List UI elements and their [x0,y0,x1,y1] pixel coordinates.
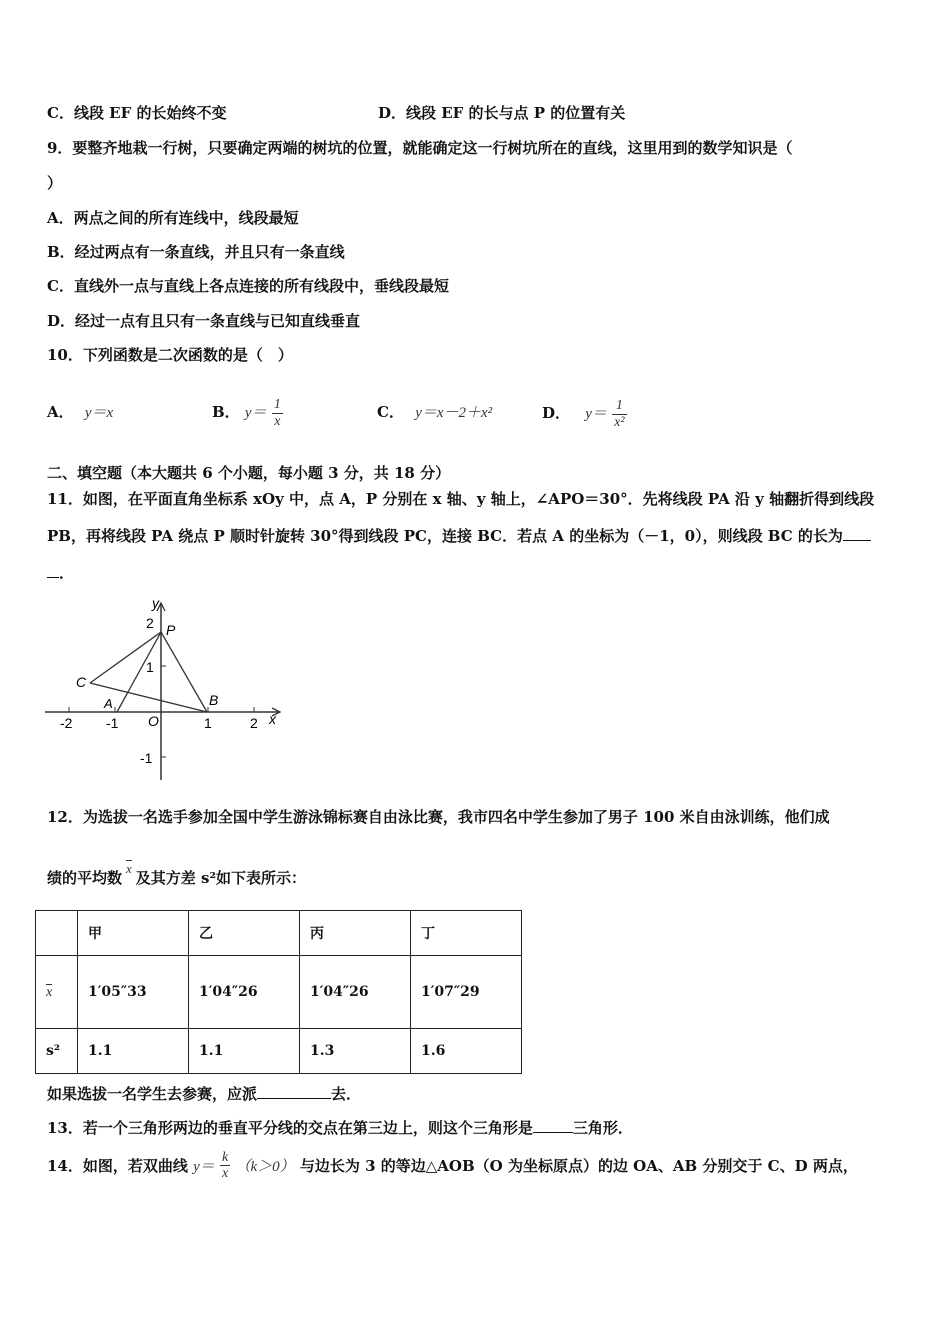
q14-text-a: 14．如图，若双曲线 [47,1157,188,1176]
q10-fraction-d-num: 1 [612,398,626,414]
q12-after [47,1083,361,1104]
table-header-bing: 丙 [300,911,411,956]
q10-label-c: C． [377,403,404,421]
q11-line2-text: PB，再将线段 PA 绕点 P 顺时针旋转 30°得到线段 PC，连接 BC．若点 A 的坐标为（－1，0），则线段 BC 的长为 [47,527,843,545]
table-header-ding: 丁 [411,911,522,956]
q11-line1: 11．如图，在平面直角坐标系 xOy 中，点 A，P 分别在 x 轴、y 轴上，∠APO＝30°．先将线段 PA 沿 y 轴翻折得到线段 [47,490,875,508]
table-header-jia: 甲 [78,911,189,956]
q10-option-a [47,401,113,422]
table-mean-jia: 1′05″33 [78,956,189,1029]
tick-label-x-1: 1 [204,715,212,731]
q10-fraction-d [612,398,626,430]
q10-expr-d-lhs: y＝ [585,406,607,422]
q13-line [47,1117,633,1138]
q10-fraction-d-den: x² [614,414,625,430]
table-header-empty [36,911,78,956]
table-var-yi: 1.1 [189,1029,300,1074]
q13-text-a: 13．若一个三角形两边的垂直平分线的交点在第三边上，则这个三角形是 [47,1119,533,1137]
q9-option-d: D．经过一点有且只有一条直线与已知直线垂直 [47,312,361,330]
q11-answer-blank-cont [47,563,59,578]
table-header-yi: 乙 [189,911,300,956]
q12-after-a: 如果选拔一名学生去参赛，应派 [47,1085,258,1103]
q12-line2-b: 及其方差 s²如下表所示： [135,869,307,887]
label-p: P [166,622,176,638]
segment-pa [117,632,161,712]
q10-fraction-b [272,397,283,429]
q9-option-c: C．直线外一点与直线上各点连接的所有线段中，垂线段最短 [47,277,449,295]
q14-expr-lhs: y＝ [193,1159,215,1176]
segment-pb [161,632,207,712]
q14-condition: （k＞0） [235,1159,295,1176]
q10-option-b [212,383,283,429]
q14-fraction-num: k [222,1150,229,1165]
q13-text-b: 三角形． [572,1119,633,1137]
table-header-row [36,911,522,956]
label-b: B [209,692,219,708]
table-row-variance [36,1029,522,1074]
table-mean-yi: 1′04″26 [189,956,300,1029]
q11-answer-blank [843,526,871,541]
q12-line2-a: 绩的平均数 [47,869,123,887]
q11-coordinate-figure [40,595,290,785]
q8-option-c: C．线段 EF 的长始终不变 [47,104,227,122]
q12-mean-symbol: x [126,861,132,876]
q11-line2 [47,525,871,546]
q10-option-c [377,401,492,422]
q10-expr-c: y＝x－2＋x² [415,405,493,421]
tick-label-y-1: 1 [146,659,154,675]
q12-line2 [47,861,307,888]
q14-text-b: 与边长为 3 的等边△AOB（O 为坐标原点）的边 OA、AB 分别交于 C、D 两点， [299,1157,858,1176]
q14-fraction-den: x [222,1166,229,1182]
q13-answer-blank [533,1118,573,1133]
table-var-bing: 1.3 [300,1029,411,1074]
q10-label-d: D． [542,404,571,422]
table-variance-label: s² [36,1029,78,1074]
q10-label-b: B． [212,403,240,421]
tick-label-x-2: 2 [250,715,258,731]
label-x-axis: x [269,711,276,727]
q14-line [47,1150,858,1182]
q10-fraction-b-den: x [274,413,281,429]
tick-label-x-neg1: -1 [106,715,119,731]
tick-label-x-neg2: -2 [60,715,73,731]
q8-option-d: D．线段 EF 的长与点 P 的位置有关 [378,104,626,122]
label-y-axis: y [152,595,159,611]
q10-label-a: A． [47,403,74,421]
q11-line3 [47,562,74,583]
label-c: C [76,674,87,690]
table-mean-symbol: x [46,984,53,1000]
table-mean-ding: 1′07″29 [411,956,522,1029]
tick-label-y-neg1: -1 [140,750,153,766]
tick-label-y-2: 2 [146,615,154,631]
q14-fraction [220,1150,230,1182]
section-heading: 二、填空题（本大题共 6 个小题，每小题 3 分，共 18 分） [47,464,451,482]
table-var-jia: 1.1 [78,1029,189,1074]
label-a: A [104,696,113,711]
q9-option-a: A．两点之间的所有连线中，线段最短 [47,209,299,227]
q9-stem-end: ） [47,174,63,192]
q10-expr-b-lhs: y＝ [244,405,267,421]
q12-score-table [35,910,522,1074]
q9-stem: 9．要整齐地栽一行树，只要确定两端的树坑的位置，就能确定这一行树坑所在的直线，这里用到的数学知识是（ [47,139,793,157]
q10-stem: 10．下列函数是二次函数的是（ ） [47,346,293,364]
q12-after-b: 去． [331,1085,362,1103]
q12-answer-blank [257,1084,331,1099]
segment-pc [90,632,161,683]
q11-line3-end: ． [59,564,75,582]
q12-line1: 12．为选拔一名选手参加全国中学生游泳锦标赛自由泳比赛，我市四名中学生参加了男子 100 米自由泳训练，他们成 [47,808,830,826]
q10-expr-a: y＝x [84,405,114,421]
table-mean-label [36,956,78,1029]
table-var-ding: 1.6 [411,1029,522,1074]
label-origin: O [148,713,159,729]
q9-option-b: B．经过两点有一条直线，并且只有一条直线 [47,243,345,261]
q10-fraction-b-num: 1 [273,397,281,413]
table-mean-bing: 1′04″26 [300,956,411,1029]
q10-option-d [542,380,627,430]
table-row-mean [36,956,522,1029]
